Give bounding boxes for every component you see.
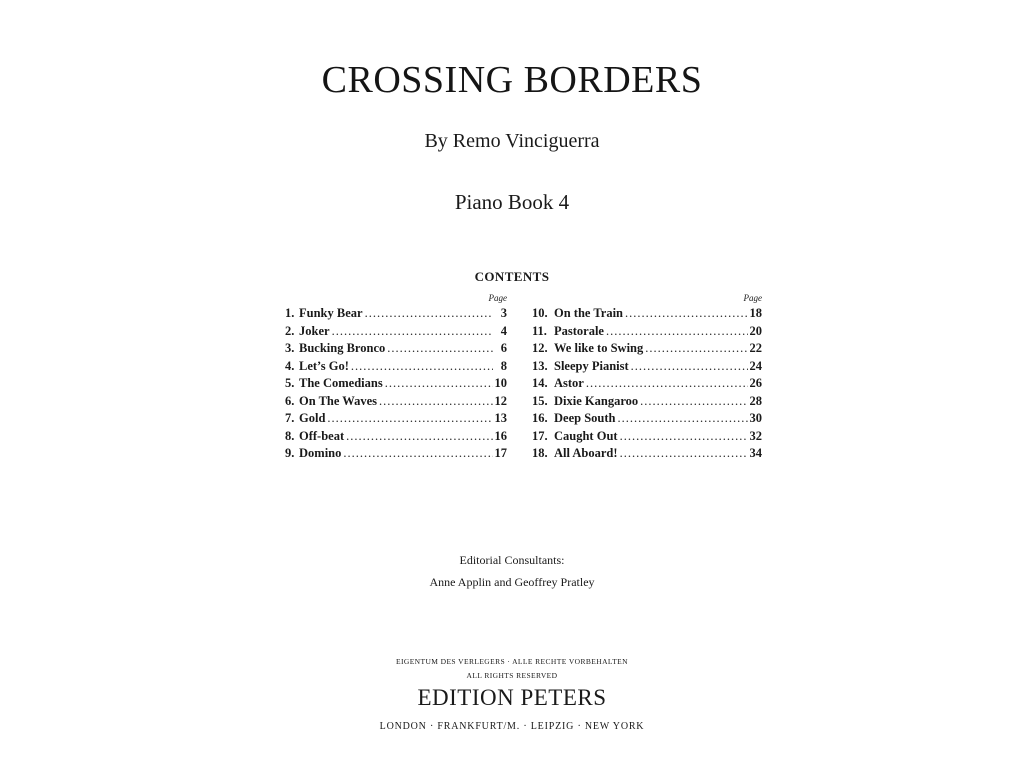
entry-number: 10.: [532, 306, 548, 320]
entry-number: 7.: [285, 411, 295, 425]
dot-leader: [351, 359, 493, 374]
entry-title: Gold: [299, 411, 326, 425]
page-column-label: Page: [488, 293, 507, 303]
entry-page: 24: [749, 358, 762, 373]
entry-page: 4: [500, 323, 507, 338]
entry-title: Off-beat: [299, 428, 345, 443]
dot-leader: [586, 376, 748, 391]
entry-title: Domino: [299, 446, 342, 460]
entry-number: 14.: [532, 376, 548, 390]
entry-title: All Aboard!: [554, 446, 618, 460]
dot-leader: [365, 306, 493, 321]
dot-leader: [343, 446, 492, 461]
page-column-label: Page: [743, 293, 762, 303]
dot-leader: [332, 324, 493, 339]
entry-title: Sleepy Pianist: [554, 358, 629, 373]
contents-entry: [285, 324, 507, 342]
contents-list: [532, 306, 762, 464]
contents-entry: [532, 376, 762, 394]
entry-title: On The Waves: [299, 393, 378, 408]
contents-list: [285, 306, 507, 464]
entry-title: Funky Bear: [299, 306, 363, 320]
contents-entry: [285, 341, 507, 359]
author-line: By Remo Vinciguerra: [424, 130, 600, 152]
entry-number: 11.: [532, 323, 547, 338]
contents-entry: [285, 359, 507, 377]
entry-page: 8: [500, 358, 507, 373]
entry-page: 26: [749, 376, 762, 390]
book-volume: Piano Book 4: [454, 190, 570, 214]
entry-page: 18: [749, 306, 762, 320]
entry-page: 28: [749, 393, 762, 408]
dot-leader: [387, 341, 493, 356]
entry-number: 2.: [285, 323, 295, 338]
book-title: CROSSING BORDERS: [321, 59, 703, 101]
contents-column-right: [532, 290, 762, 464]
contents-entry: [285, 376, 507, 394]
dot-leader: [617, 411, 747, 426]
rights-notice-english: ALL RIGHTS RESERVED: [466, 671, 558, 680]
entry-number: 12.: [532, 341, 548, 355]
rights-notice-german: EIGENTUM DES VERLEGERS · ALLE RECHTE VORBEHALTEN: [396, 657, 628, 666]
contents-entry: [532, 394, 762, 412]
consultants-label: Editorial Consultants:: [459, 553, 565, 567]
entry-number: 4.: [285, 358, 295, 373]
entry-page: 17: [494, 446, 507, 460]
dot-leader: [620, 446, 748, 461]
entry-title: Dixie Kangaroo: [554, 393, 639, 408]
entry-title: Deep South: [554, 411, 616, 425]
publisher-name: EDITION PETERS: [417, 685, 607, 710]
entry-number: 1.: [285, 306, 295, 320]
entry-page: 30: [749, 411, 762, 425]
contents-entry: [532, 306, 762, 324]
entry-title: Let’s Go!: [299, 358, 349, 373]
entry-number: 9.: [285, 446, 295, 460]
entry-number: 8.: [285, 428, 295, 443]
dot-leader: [631, 359, 748, 374]
entry-page: 20: [749, 323, 762, 338]
dot-leader: [327, 411, 492, 426]
entry-page: 16: [494, 428, 507, 443]
dot-leader: [640, 394, 747, 409]
contents-entry: [532, 429, 762, 447]
consultants-names: Anne Applin and Geoffrey Pratley: [429, 575, 595, 589]
entry-page: 22: [749, 341, 762, 355]
contents-entry: [285, 394, 507, 412]
contents-entry: [285, 411, 507, 429]
contents-entry: [285, 429, 507, 447]
contents-entry: [532, 446, 762, 464]
entry-title: Joker: [299, 323, 330, 338]
entry-page: 34: [749, 446, 762, 460]
entry-number: 17.: [532, 428, 548, 443]
contents-entry: [532, 411, 762, 429]
entry-number: 13.: [532, 358, 548, 373]
entry-number: 16.: [532, 411, 548, 425]
contents-entry: [532, 324, 762, 342]
entry-number: 15.: [532, 393, 548, 408]
dot-leader: [625, 306, 748, 321]
entry-title: Pastorale: [554, 323, 604, 338]
dot-leader: [620, 429, 748, 444]
entry-title: On the Train: [554, 306, 623, 320]
contents-entry: [285, 306, 507, 324]
dot-leader: [379, 394, 492, 409]
entry-title: Bucking Bronco: [299, 341, 386, 355]
entry-page: 13: [494, 411, 507, 425]
entry-page: 32: [749, 428, 762, 443]
entry-number: 5.: [285, 376, 295, 390]
entry-number: 6.: [285, 393, 295, 408]
contents-entry: [532, 359, 762, 377]
contents-heading: CONTENTS: [474, 269, 550, 284]
contents-entry: [532, 341, 762, 359]
entry-title: We like to Swing: [554, 341, 644, 355]
entry-title: The Comedians: [299, 376, 383, 390]
dot-leader: [645, 341, 747, 356]
contents-entry: [285, 446, 507, 464]
dot-leader: [346, 429, 492, 444]
contents-column-left: [285, 290, 507, 464]
dot-leader: [606, 324, 748, 339]
entry-page: 3: [500, 306, 507, 320]
entry-title: Astor: [554, 376, 584, 390]
entry-page: 6: [500, 341, 507, 355]
entry-title: Caught Out: [554, 428, 618, 443]
entry-number: 18.: [532, 446, 548, 460]
entry-number: 3.: [285, 341, 295, 355]
entry-page: 10: [494, 376, 507, 390]
publisher-cities: LONDON · FRANKFURT/M. · LEIPZIG · NEW YORK: [379, 721, 645, 732]
dot-leader: [385, 376, 493, 391]
entry-page: 12: [494, 393, 507, 408]
